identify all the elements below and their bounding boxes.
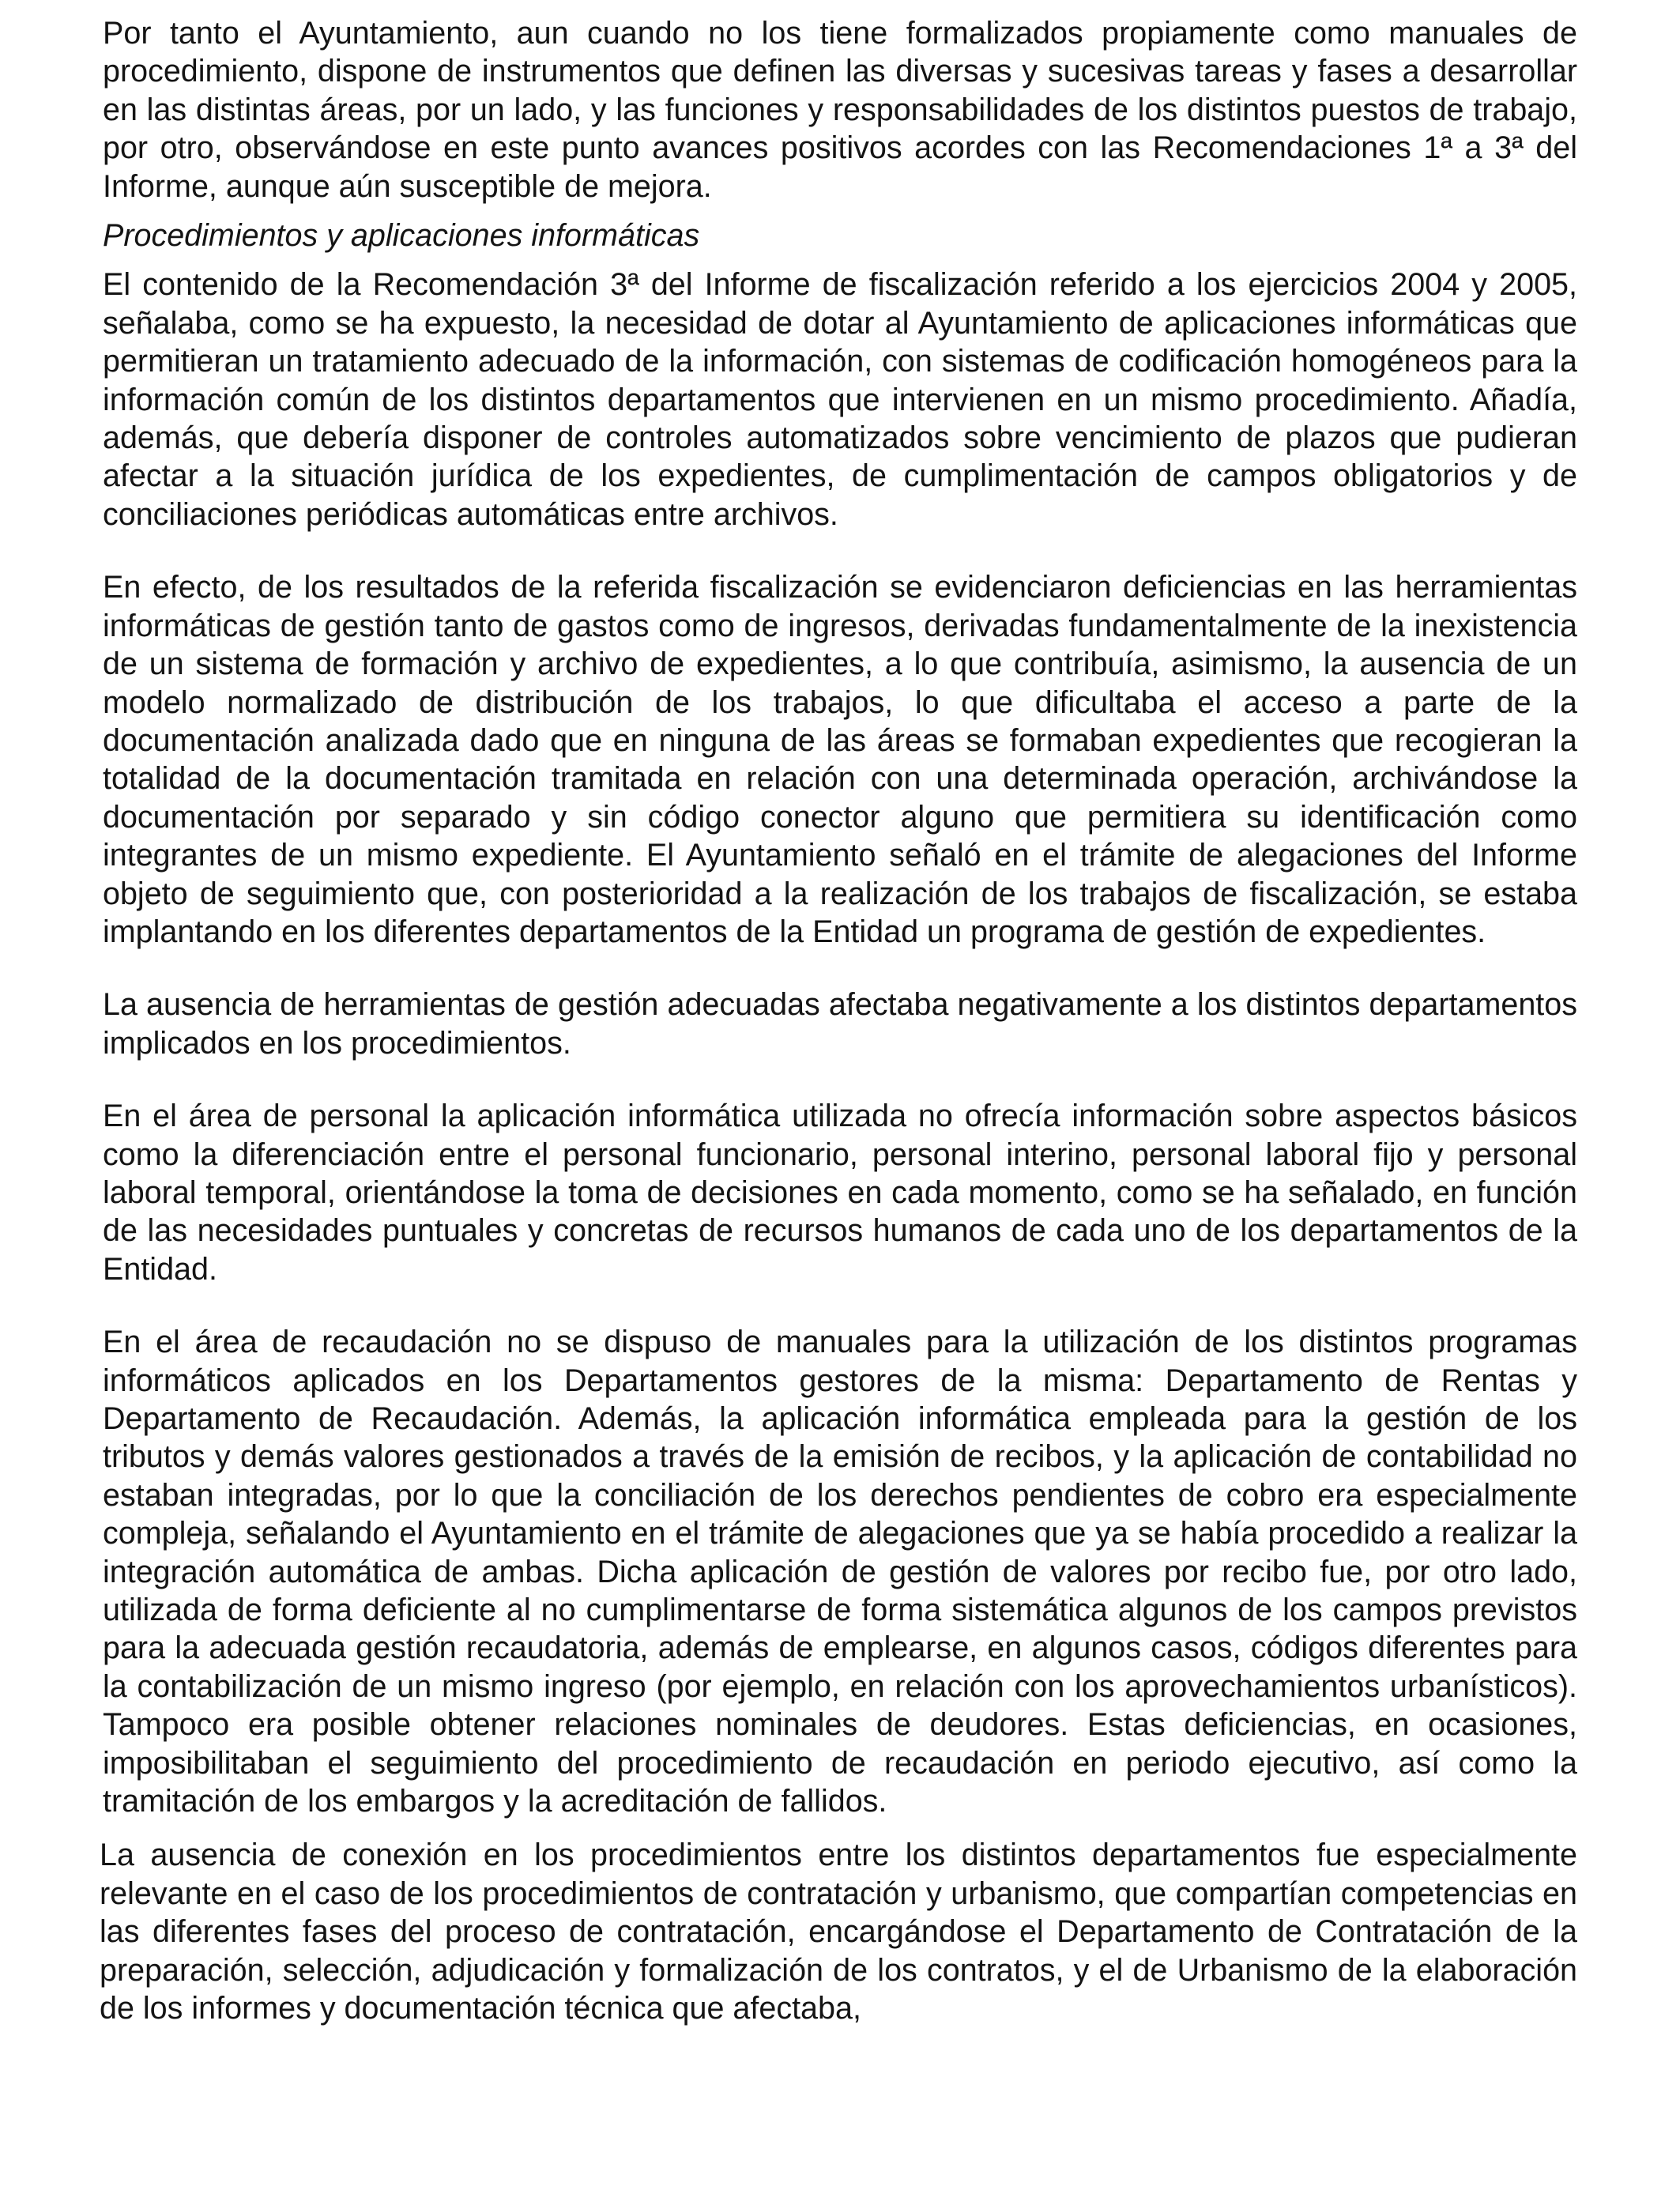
paragraph-management-tools: La ausencia de herramientas de gestión adecuadas afectaba negativamente a los distintos departamentos implicados en los procedimientos. [103, 987, 1577, 1061]
paragraph-procurement-urbanism: La ausencia de conexión en los procedimientos entre los distintos departamentos fue especialmente relevante en el caso de los procedimientos de contratación y urbanismo, que compartían competencias en las diferentes fases del proceso de contratación, encargándose el Departamento de Contratación de la preparación, selección, adjudicación y formalización de los contratos, y el de Urbanismo de la elaboración de los informes y documentación técnica que afectaba, [100, 1838, 1577, 2026]
section-heading: Procedimientos y aplicaciones informáticas [103, 218, 700, 254]
paragraph-recommendation-3: El contenido de la Recomendación 3ª del Informe de fiscalización referido a los ejercicios 2004 y 2005, señalaba, como se ha expuesto, la necesidad de dotar al Ayuntamiento de aplicaciones informáticas que permitieran un tratamiento adecuado de la información, con sistemas de codificación homogéneos para la información común de los distintos departamentos que intervienen en un mismo procedimiento. Añadía, además, que debería disponer de controles automatizados sobre vencimiento de plazos que pudieran afectar a la situación jurídica de los expedientes, de cumplimentación de campos obligatorios y de conciliaciones periódicas automáticas entre archivos. [103, 267, 1577, 532]
paragraph-personnel-area: En el área de personal la aplicación informática utilizada no ofrecía información sobre aspectos básicos como la diferenciación entre el personal funcionario, personal interino, personal laboral fijo y personal laboral temporal, orientándose la toma de decisiones en cada momento, como se ha señalado, en función de las necesidades puntuales y concretas de recursos humanos de cada uno de los departamentos de la Entidad. [103, 1099, 1577, 1287]
paragraph-deficiencies: En efecto, de los resultados de la referida fiscalización se evidenciaron deficiencias en las herramientas informáticas de gestión tanto de gastos como de ingresos, derivadas fundamentalmente de la inexistencia de un sistema de formación y archivo de expedientes, a lo que contribuía, asimismo, la ausencia de un modelo normalizado de distribución de los trabajos, lo que dificultaba el acceso a parte de la documentación analizada dado que en ninguna de las áreas se formaban expedientes que recogieran la totalidad de la documentación tramitada en relación con una determinada operación, archivándose la documentación por separado y sin código conector alguno que permitiera su identificación como integrantes de un mismo expediente. El Ayuntamiento señaló en el trámite de alegaciones del Informe objeto de seguimiento que, con posterioridad a la realización de los trabajos de fiscalización, se estaba implantando en los diferentes departamentos de la Entidad un programa de gestión de expedientes. [103, 570, 1577, 949]
document-page [100, 14, 1577, 2028]
paragraph-collection-area: En el área de recaudación no se dispuso de manuales para la utilización de los distintos programas informáticos aplicados en los Departamentos gestores de la misma: Departamento de Rentas y Departamento de Recaudación. Además, la aplicación informática empleada para la gestión de los tributos y demás valores gestionados a través de la emisión de recibos, y la aplicación de contabilidad no estaban integradas, por lo que la conciliación de los derechos pendientes de cobro era especialmente compleja, señalando el Ayuntamiento en el trámite de alegaciones que ya se había procedido a realizar la integración automática de ambas. Dicha aplicación de gestión de valores por recibo fue, por otro lado, utilizada de forma deficiente al no cumplimentarse de forma sistemática algunos de los campos previstos para la adecuada gestión recaudatoria, además de emplearse, en algunos casos, códigos diferentes para la contabilización de un mismo ingreso (por ejemplo, en relación con los aprovechamientos urbanísticos). Tampoco era posible obtener relaciones nominales de deudores. Estas deficiencias, en ocasiones, imposibilitaban el seguimiento del procedimiento de recaudación en periodo ejecutivo, así como la tramitación de los embargos y la acreditación de fallidos. [103, 1325, 1577, 1819]
paragraph-formalized-manuals: Por tanto el Ayuntamiento, aun cuando no los tiene formalizados propiamente como manuales de procedimiento, dispone de instrumentos que definen las diversas y sucesivas tareas y fases a desarrollar en las distintas áreas, por un lado, y las funciones y responsabilidades de los distintos puestos de trabajo, por otro, observándose en este punto avances positivos acordes con las Recomendaciones 1ª a 3ª del Informe, aunque aún susceptible de mejora. [103, 16, 1577, 204]
